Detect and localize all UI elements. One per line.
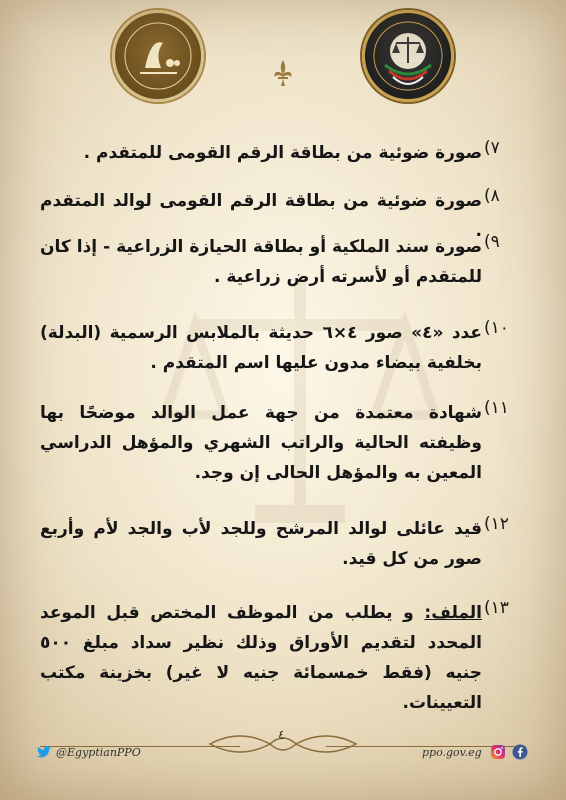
twitter-handle[interactable]: @EgyptianPPO (56, 746, 141, 759)
list-item (40, 598, 526, 713)
item-number: ١٢) (484, 514, 509, 534)
list-item (40, 186, 526, 241)
website-link[interactable]: ppo.gov.eg (422, 746, 482, 759)
list-item (40, 398, 526, 488)
item-number: ١٣) (484, 598, 509, 618)
list-item (40, 318, 526, 378)
item-label: الملف: (424, 603, 482, 623)
list-item (40, 138, 526, 168)
item-body: و يطلب من الموظف المختص قبل الموعد المحدد لتقديم الأوراق وذلك نظير سداد مبلغ ٥٠٠ جنيه (فقط خمسمائة جنيه لا غير) بخزينة مكتب التعيينات. (40, 603, 482, 713)
item-text (40, 598, 482, 718)
instagram-icon[interactable] (490, 744, 506, 760)
item-number: ٨) (484, 186, 500, 206)
item-text: قيد عائلى لوالد المرشح وللجد لأب والجد لأم وأربع صور من كل قيد. (40, 519, 482, 569)
item-text: شهادة معتمدة من جهة عمل الوالد موضحًا بها وظيفته الحالية والراتب الشهري والمؤهل الدراسي المعين به والمؤهل الحالى إن وجد. (40, 403, 482, 483)
facebook-icon[interactable] (512, 744, 528, 760)
item-number: ٩) (484, 232, 500, 252)
item-number: ١١) (484, 398, 509, 418)
list-item (40, 514, 526, 574)
item-text: صورة سند الملكية أو بطاقة الحيازة الزراعية - إذا كان للمتقدم أو لأسرته أرض زراعية . (40, 237, 482, 287)
item-text: صورة ضوئية من بطاقة الرقم القومى للمتقدم . (83, 143, 482, 163)
list-item (40, 232, 526, 292)
item-text: صورة ضوئية من بطاقة الرقم القومى لوالد المتقدم . (40, 191, 482, 241)
page-number: ٤ (278, 728, 285, 743)
item-number: ١٠) (484, 318, 509, 338)
twitter-icon[interactable] (36, 744, 52, 760)
item-number: ٧) (484, 138, 500, 158)
item-text: عدد «٤» صور ٤×٦ حديثة بالملابس الرسمية (البدلة) بخلفية بيضاء مدون عليها اسم المتقدم . (40, 323, 482, 373)
